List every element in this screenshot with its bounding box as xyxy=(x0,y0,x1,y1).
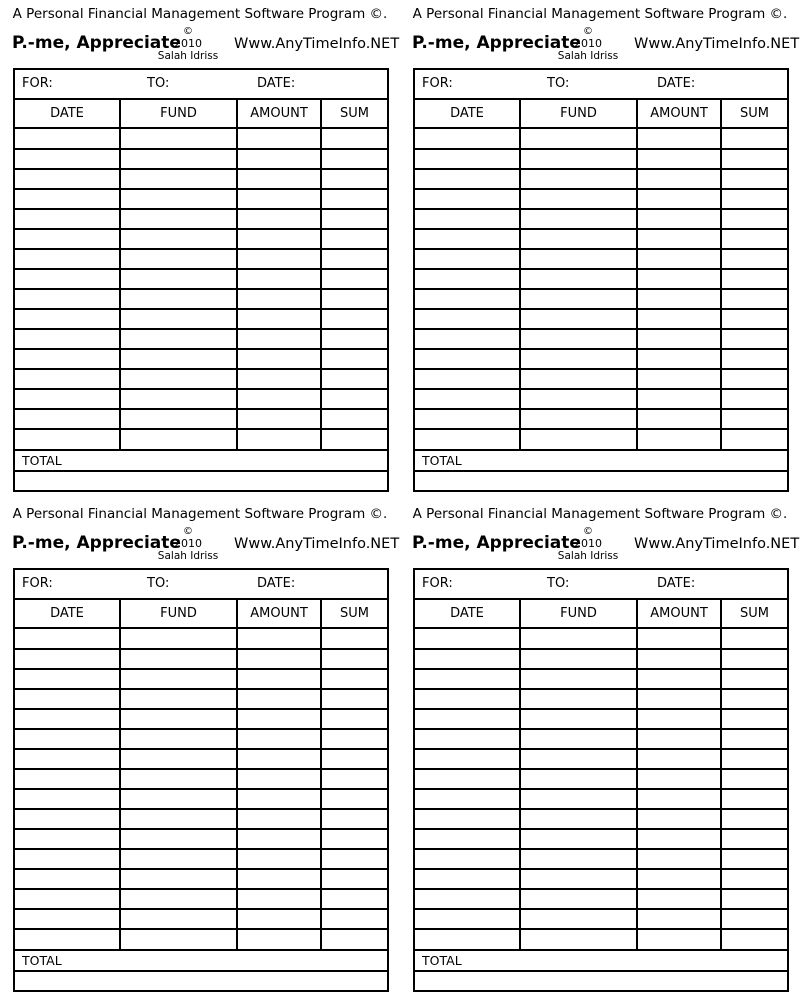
website-url: Www.AnyTimeInfo.NET xyxy=(634,536,800,552)
program-tagline: A Personal Financial Management Software Program ©. xyxy=(412,506,788,522)
for-to-date-row xyxy=(415,70,787,100)
row-divider xyxy=(15,208,387,210)
ledger-form-quadrant xyxy=(400,500,800,1000)
date-label: DATE: xyxy=(257,576,296,591)
row-divider xyxy=(15,368,387,370)
website-url: Www.AnyTimeInfo.NET xyxy=(234,536,400,552)
total-label: TOTAL xyxy=(22,953,62,968)
program-tagline: A Personal Financial Management Software Program ©. xyxy=(12,506,388,522)
entry-grid xyxy=(15,629,387,949)
date-label: DATE: xyxy=(257,76,296,91)
row-divider xyxy=(15,708,387,710)
row-divider xyxy=(15,788,387,790)
website-url: Www.AnyTimeInfo.NET xyxy=(634,36,800,52)
copyright-block xyxy=(555,527,621,562)
row-divider xyxy=(15,888,387,890)
total-row xyxy=(415,449,787,472)
column-header-fund: FUND xyxy=(521,600,638,629)
row-divider xyxy=(15,668,387,670)
copyright-block xyxy=(155,527,221,562)
ledger-table xyxy=(13,568,389,992)
row-divider xyxy=(15,748,387,750)
row-divider xyxy=(415,908,787,910)
row-divider xyxy=(415,248,787,250)
row-divider xyxy=(15,848,387,850)
total-row xyxy=(15,449,387,472)
row-divider xyxy=(415,728,787,730)
column-header-sum: SUM xyxy=(722,100,787,129)
row-divider xyxy=(15,648,387,650)
row-divider xyxy=(415,848,787,850)
row-divider xyxy=(415,408,787,410)
copyright-symbol: © xyxy=(183,26,193,37)
column-header-date: DATE xyxy=(415,600,521,629)
row-divider xyxy=(15,228,387,230)
copyright-year: 2010 xyxy=(174,37,202,50)
column-header-date: DATE xyxy=(15,600,121,629)
row-divider xyxy=(15,768,387,770)
row-divider xyxy=(415,928,787,930)
row-divider xyxy=(415,428,787,430)
column-header-date: DATE xyxy=(15,100,121,129)
row-divider xyxy=(415,288,787,290)
date-label: DATE: xyxy=(657,76,696,91)
to-label: TO: xyxy=(147,76,170,91)
copyright-symbol: © xyxy=(583,26,593,37)
column-header-amount: AMOUNT xyxy=(638,600,722,629)
row-divider xyxy=(15,268,387,270)
column-header-sum: SUM xyxy=(322,600,387,629)
row-divider xyxy=(15,908,387,910)
for-to-date-row xyxy=(415,570,787,600)
row-divider xyxy=(15,868,387,870)
row-divider xyxy=(15,388,387,390)
row-divider xyxy=(15,428,387,430)
row-divider xyxy=(415,368,787,370)
copyright-symbol: © xyxy=(183,526,193,537)
row-divider xyxy=(415,228,787,230)
ledger-table xyxy=(413,568,789,992)
row-divider xyxy=(415,808,787,810)
copyright-block xyxy=(555,27,621,62)
row-divider xyxy=(415,148,787,150)
ledger-table xyxy=(413,68,789,492)
row-divider xyxy=(415,348,787,350)
row-divider xyxy=(415,828,787,830)
entry-grid xyxy=(15,129,387,449)
column-header-fund: FUND xyxy=(521,100,638,129)
row-divider xyxy=(15,408,387,410)
copyright-symbol: © xyxy=(583,526,593,537)
ledger-form-quadrant xyxy=(400,0,800,500)
program-tagline: A Personal Financial Management Software Program ©. xyxy=(412,6,788,22)
column-header-date: DATE xyxy=(415,100,521,129)
row-divider xyxy=(15,308,387,310)
ledger-table xyxy=(13,68,389,492)
row-divider xyxy=(415,268,787,270)
website-url: Www.AnyTimeInfo.NET xyxy=(234,36,400,52)
column-header-fund: FUND xyxy=(121,600,238,629)
total-label: TOTAL xyxy=(422,953,462,968)
column-header-sum: SUM xyxy=(322,100,387,129)
for-label: FOR: xyxy=(422,576,453,591)
brand-title: P.-me, Appreciate xyxy=(12,33,181,53)
author-name: Salah Idriss xyxy=(557,550,619,562)
column-header-amount: AMOUNT xyxy=(238,100,322,129)
row-divider xyxy=(415,688,787,690)
row-divider xyxy=(415,208,787,210)
row-divider xyxy=(415,788,787,790)
author-name: Salah Idriss xyxy=(157,550,219,562)
ledger-form-quadrant xyxy=(0,500,400,1000)
row-divider xyxy=(15,828,387,830)
row-divider xyxy=(415,748,787,750)
copyright-year: 2010 xyxy=(574,37,602,50)
row-divider xyxy=(15,248,387,250)
row-divider xyxy=(15,288,387,290)
brand-title: P.-me, Appreciate xyxy=(412,533,581,553)
brand-title: P.-me, Appreciate xyxy=(12,533,181,553)
for-label: FOR: xyxy=(22,576,53,591)
row-divider xyxy=(415,668,787,670)
row-divider xyxy=(15,728,387,730)
entry-grid xyxy=(415,129,787,449)
row-divider xyxy=(415,188,787,190)
total-label: TOTAL xyxy=(22,453,62,468)
entry-grid xyxy=(415,629,787,949)
row-divider xyxy=(415,768,787,770)
for-label: FOR: xyxy=(22,76,53,91)
to-label: TO: xyxy=(147,576,170,591)
copyright-year: 2010 xyxy=(574,537,602,550)
copyright-year: 2010 xyxy=(174,537,202,550)
column-header-amount: AMOUNT xyxy=(638,100,722,129)
row-divider xyxy=(15,348,387,350)
author-name: Salah Idriss xyxy=(157,50,219,62)
date-label: DATE: xyxy=(657,576,696,591)
row-divider xyxy=(15,188,387,190)
row-divider xyxy=(15,688,387,690)
row-divider xyxy=(415,168,787,170)
column-header-amount: AMOUNT xyxy=(238,600,322,629)
row-divider xyxy=(415,388,787,390)
for-label: FOR: xyxy=(422,76,453,91)
total-row xyxy=(415,949,787,972)
row-divider xyxy=(415,328,787,330)
ledger-form-quadrant xyxy=(0,0,400,500)
for-to-date-row xyxy=(15,70,387,100)
row-divider xyxy=(15,168,387,170)
row-divider xyxy=(415,648,787,650)
author-name: Salah Idriss xyxy=(557,50,619,62)
column-header-fund: FUND xyxy=(121,100,238,129)
total-label: TOTAL xyxy=(422,453,462,468)
for-to-date-row xyxy=(15,570,387,600)
row-divider xyxy=(415,708,787,710)
row-divider xyxy=(415,888,787,890)
brand-title: P.-me, Appreciate xyxy=(412,33,581,53)
program-tagline: A Personal Financial Management Software Program ©. xyxy=(12,6,388,22)
row-divider xyxy=(415,868,787,870)
row-divider xyxy=(15,328,387,330)
copyright-block xyxy=(155,27,221,62)
column-header-sum: SUM xyxy=(722,600,787,629)
row-divider xyxy=(15,928,387,930)
row-divider xyxy=(15,148,387,150)
total-row xyxy=(15,949,387,972)
to-label: TO: xyxy=(547,76,570,91)
row-divider xyxy=(15,808,387,810)
row-divider xyxy=(415,308,787,310)
to-label: TO: xyxy=(547,576,570,591)
